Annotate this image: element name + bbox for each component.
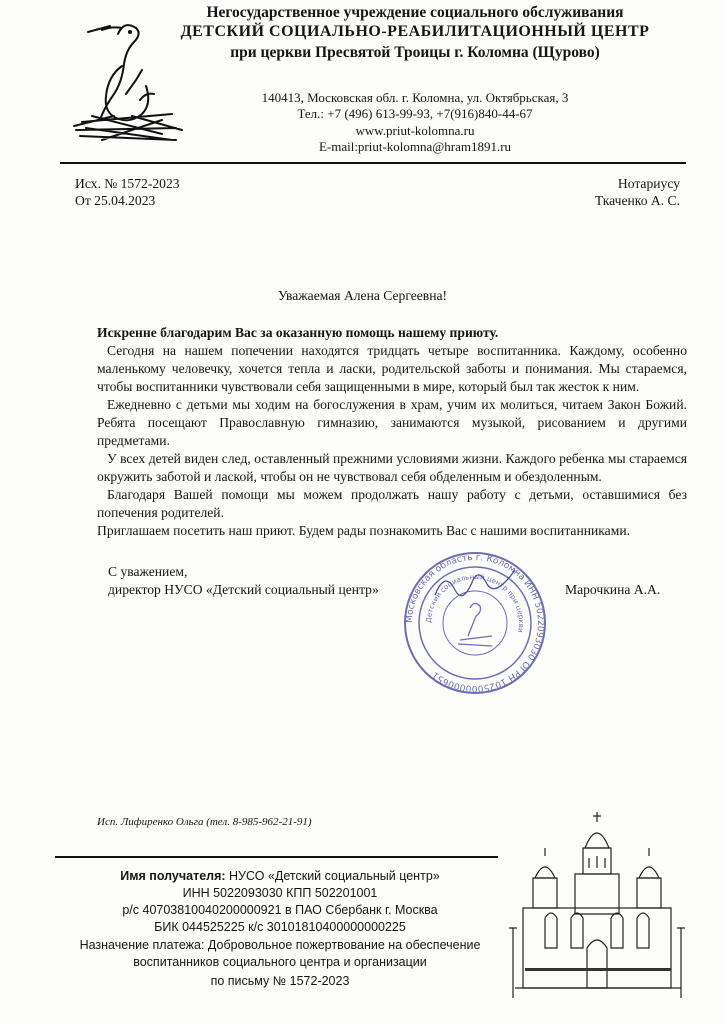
paragraph-4: Благодаря Вашей помощи мы можем продолжать нашу работу с детьми, оставшимися без попечения родителей. bbox=[97, 487, 687, 520]
payment-recipient-value: НУСО «Детский социальный центр» bbox=[225, 869, 440, 883]
address: 140413, Московская обл. г. Коломна, ул. Октябрьская, 3 bbox=[261, 90, 569, 105]
website: www.priut-kolomna.ru bbox=[355, 123, 475, 138]
paragraph-3: У всех детей виден след, оставленный прежними условиями жизни. Каждого ребенка мы стараемся окружить заботой и лаской, чтобы он не чувствовал себя обделенным и обездоленным. bbox=[97, 451, 687, 484]
payment-bik: БИК 044525225 к/с 30101810400000000225 bbox=[154, 920, 406, 934]
payment-account: р/с 40703810040200000921 в ПАО Сбербанк г. Москва bbox=[122, 903, 438, 917]
footer-divider bbox=[55, 856, 498, 858]
salutation: Уважаемая Алена Сергеевна! bbox=[277, 288, 448, 303]
phones: Тел.: +7 (496) 613-99-93, +7(916)840-44-67 bbox=[297, 106, 533, 121]
stamp-outer-text: Московская область г. Коломна ИНН 5022093030 ОГРН 1025000000651 bbox=[404, 552, 546, 694]
payment-purpose: Назначение платежа: Добровольное пожертвование на обеспечение bbox=[79, 938, 481, 952]
payment-purpose-3: по письму № 1572-2023 bbox=[210, 974, 350, 988]
handwritten-signature bbox=[430, 565, 520, 605]
paragraph-5: Приглашаем посетить наш приют. Будем рады познакомить Вас с нашими воспитанниками. bbox=[97, 523, 630, 538]
stamp-inner-text: Детский социальный центр при церкви bbox=[424, 572, 526, 634]
payment-purpose-2: воспитанников социального центра и организации bbox=[133, 955, 427, 969]
signer-position: директор НУСО «Детский социальный центр» bbox=[108, 582, 379, 597]
header-divider bbox=[60, 162, 686, 164]
org-type: Негосударственное учреждение социального обслуживания bbox=[206, 4, 624, 21]
center-name: ДЕТСКИЙ СОЦИАЛЬНО-РЕАБИЛИТАЦИОННЫЙ ЦЕНТР bbox=[180, 23, 650, 40]
recipient-title: Нотариусу bbox=[617, 176, 680, 191]
church-name: при церкви Пресвятой Троицы г. Коломна (Щурово) bbox=[230, 44, 600, 61]
thanks-line: Искренне благодарим Вас за оказанную помощь нашему приюту. bbox=[97, 325, 499, 340]
paragraph-1: Сегодня на нашем попечении находятся тридцать четыре воспитанника. Каждому, особенно маленькому человечку, хочется тепла и ласки, родительской заботы и понимания. Мы стараемся, чтобы воспитанники чувствовали себя защищенными в мире, который был так жесток к ним. bbox=[97, 343, 687, 394]
outgoing-number: Исх. № 1572-2023 bbox=[75, 176, 180, 191]
payment-recipient-label: Имя получателя: bbox=[120, 869, 226, 883]
church-drawing bbox=[505, 808, 690, 1018]
letter-date: От 25.04.2023 bbox=[75, 193, 156, 208]
signer-name: Марочкина А.А. bbox=[565, 582, 661, 597]
email: E-mail:priut-kolomna@hram1891.ru bbox=[318, 139, 512, 154]
recipient-name: Ткаченко А. С. bbox=[594, 193, 680, 208]
payment-inn-kpp: ИНН 5022093030 КПП 502201001 bbox=[182, 886, 378, 900]
closing: С уважением, bbox=[108, 564, 188, 579]
executor-line: Исп. Лифиренко Ольга (тел. 8-985-962-21-91) bbox=[97, 816, 312, 828]
payment-recipient bbox=[80, 868, 480, 884]
paragraph-2: Ежедневно с детьми мы ходим на богослужения в храм, учим их молиться, читаем Закон Божий. Ребята посещают Православную гимназию, занимаются музыкой, рисованием и другими предметами. bbox=[97, 397, 687, 448]
